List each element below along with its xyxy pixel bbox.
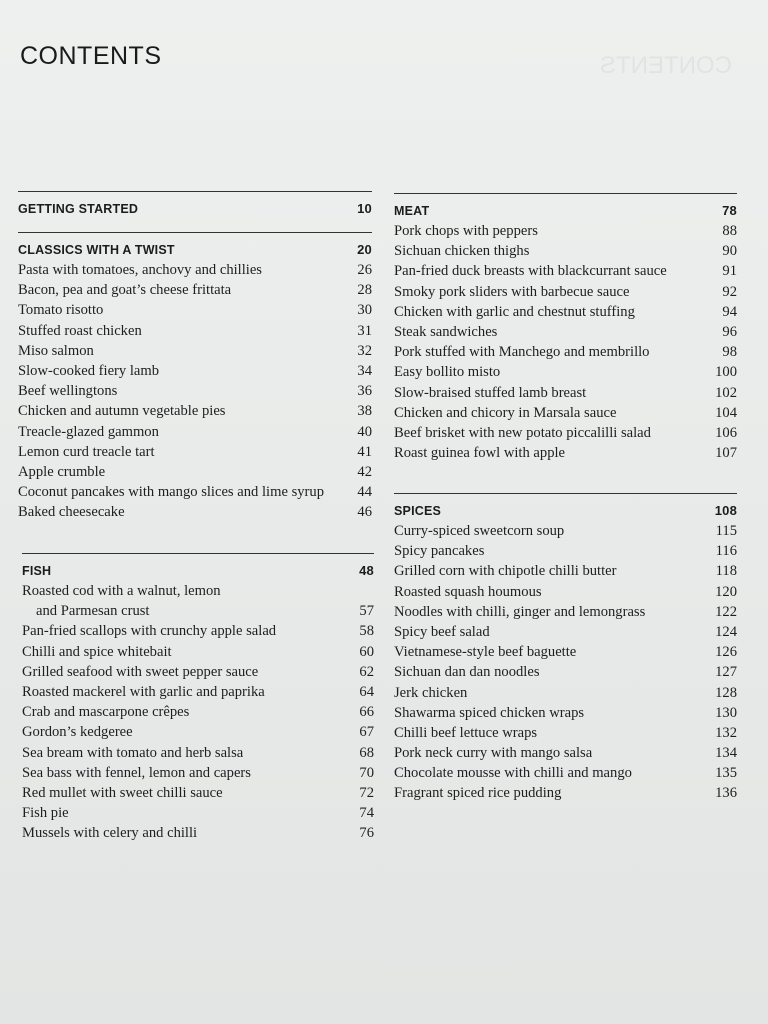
section-classics [18, 232, 372, 522]
entry-title: Pork stuffed with Manchego and membrillo [394, 344, 650, 361]
section-title: FISH [22, 564, 52, 578]
section-page-number: 78 [722, 203, 737, 218]
section-page-number: 48 [359, 563, 374, 578]
section-rule [22, 553, 374, 554]
entry-page-number: 128 [715, 684, 737, 701]
toc-entry[interactable] [394, 783, 737, 803]
entry-page-number: 34 [357, 362, 372, 379]
entry-page-number: 38 [357, 403, 372, 420]
section-rule [18, 232, 372, 233]
toc-entry[interactable] [18, 381, 372, 401]
entry-page-number: 62 [359, 663, 374, 680]
toc-entry[interactable] [22, 722, 374, 742]
entry-title: Chicken and autumn vegetable pies [18, 403, 226, 420]
entry-title: Grilled seafood with sweet pepper sauce [22, 663, 259, 680]
entry-page-number: 40 [357, 423, 372, 440]
entry-title: Slow-braised stuffed lamb breast [394, 384, 587, 401]
toc-entry[interactable] [22, 642, 374, 662]
entry-title: Curry-spiced sweetcorn soup [394, 523, 565, 539]
toc-entry[interactable] [394, 241, 737, 261]
toc-entry[interactable] [394, 302, 737, 322]
toc-entry[interactable] [18, 260, 372, 280]
entry-title: Sea bream with tomato and herb salsa [22, 744, 244, 761]
entry-page-number: 92 [722, 283, 737, 300]
toc-entry[interactable] [18, 482, 372, 502]
section-heading[interactable] [22, 561, 374, 581]
entry-title: Smoky pork sliders with barbecue sauce [394, 283, 630, 300]
entry-title: Easy bollito misto [394, 364, 501, 381]
section-heading[interactable] [18, 199, 372, 219]
entry-title: Lemon curd treacle tart [18, 443, 155, 460]
entry-page-number: 90 [722, 243, 737, 260]
entry-title: Pan-fried duck breasts with blackcurrant sauce [394, 263, 667, 280]
toc-entry[interactable] [394, 383, 737, 403]
entry-title: Apple crumble [18, 463, 106, 480]
entry-page-number: 41 [357, 443, 372, 460]
entry-title: Shawarma spiced chicken wraps [394, 704, 585, 721]
entry-page-number: 100 [715, 364, 737, 381]
entry-page-number: 70 [359, 764, 374, 781]
entry-page-number: 135 [715, 765, 737, 782]
section-rule [394, 493, 737, 494]
toc-entry[interactable] [18, 361, 372, 381]
section-title: GETTING STARTED [18, 202, 139, 216]
section-meat [394, 193, 737, 463]
toc-entry[interactable] [22, 581, 374, 621]
page-title: CONTENTS [20, 42, 162, 70]
toc-entry[interactable] [394, 282, 737, 302]
entry-title: Roasted cod with a walnut, lemon [22, 583, 221, 599]
entry-page-number: 126 [715, 644, 737, 661]
toc-entry[interactable] [18, 462, 372, 482]
show-through-title: CONTENTS [600, 52, 732, 79]
entry-title: Steak sandwiches [394, 323, 498, 340]
entry-title: Slow-cooked fiery lamb [18, 362, 160, 379]
entry-page-number: 31 [357, 322, 372, 339]
entry-title: Noodles with chilli, ginger and lemongrass [394, 603, 646, 620]
toc-entry[interactable] [394, 582, 737, 602]
entry-title-continued: and Parmesan crust [36, 603, 150, 620]
entry-page-number: 127 [715, 664, 737, 681]
toc-entry[interactable] [394, 261, 737, 281]
entry-page-number: 130 [715, 704, 737, 721]
entry-page-number: 132 [715, 724, 737, 741]
entry-page-number: 96 [722, 323, 737, 340]
entry-title: Mussels with celery and chilli [22, 825, 198, 842]
entry-page-number: 58 [359, 623, 374, 640]
toc-entry[interactable] [22, 823, 374, 843]
toc-entry[interactable] [18, 280, 372, 300]
entry-page-number: 116 [715, 543, 737, 560]
toc-entry[interactable] [394, 683, 737, 703]
entry-title: Red mullet with sweet chilli sauce [22, 784, 223, 801]
toc-entry[interactable] [18, 502, 372, 522]
section-page-number: 10 [357, 201, 372, 216]
section-spices [394, 493, 737, 804]
section-heading[interactable] [394, 201, 737, 221]
toc-entry[interactable] [394, 342, 737, 362]
entry-title: Crab and mascarpone crêpes [22, 704, 190, 721]
entry-page-number: 104 [715, 404, 737, 421]
toc-entry[interactable] [22, 702, 374, 722]
entry-title: Stuffed roast chicken [18, 322, 142, 339]
toc-entry[interactable] [394, 362, 737, 382]
entry-page-number: 102 [715, 384, 737, 401]
section-title: CLASSICS WITH A TWIST [18, 243, 175, 257]
toc-entry[interactable] [394, 541, 737, 561]
entry-title: Beef wellingtons [18, 383, 118, 400]
entry-page-number: 32 [357, 342, 372, 359]
entry-page-number: 57 [359, 603, 374, 620]
entry-title: Sichuan dan dan noodles [394, 664, 540, 681]
toc-entry[interactable] [394, 521, 737, 541]
entry-page-number: 66 [359, 704, 374, 721]
toc-entry[interactable] [394, 602, 737, 622]
entry-page-number: 36 [357, 383, 372, 400]
entry-title: Spicy beef salad [394, 623, 490, 640]
entry-title: Beef brisket with new potato piccalilli salad [394, 424, 651, 441]
entry-page-number: 124 [715, 623, 737, 640]
section-fish [22, 553, 374, 843]
entry-title: Chicken and chicory in Marsala sauce [394, 404, 617, 421]
section-page-number: 20 [357, 242, 372, 257]
section-page-number: 108 [714, 503, 737, 518]
toc-entry[interactable] [22, 682, 374, 702]
toc-entry[interactable] [394, 403, 737, 423]
entry-title: Treacle-glazed gammon [18, 423, 159, 440]
toc-entry[interactable] [394, 642, 737, 662]
toc-entry[interactable] [18, 401, 372, 421]
entry-page-number: 94 [722, 303, 737, 320]
entry-title: Chicken with garlic and chestnut stuffing [394, 303, 635, 320]
entry-page-number: 118 [715, 563, 737, 580]
entry-page-number: 98 [722, 344, 737, 361]
entry-title: Chilli and spice whitebait [22, 643, 172, 660]
entry-title: Grilled corn with chipotle chilli butter [394, 563, 617, 580]
entry-page-number: 30 [357, 302, 372, 319]
entry-title: Sea bass with fennel, lemon and capers [22, 764, 251, 781]
entry-title: Tomato risotto [18, 302, 104, 319]
entry-page-number: 120 [715, 583, 737, 600]
toc-entry[interactable] [18, 300, 372, 320]
entry-title: Chilli beef lettuce wraps [394, 724, 538, 741]
toc-entry[interactable] [394, 743, 737, 763]
entry-title: Pork chops with peppers [394, 223, 538, 239]
entry-title: Vietnamese-style beef baguette [394, 644, 577, 661]
section-rule [18, 191, 372, 192]
entry-title: Coconut pancakes with mango slices and lime syrup [18, 484, 324, 501]
entry-page-number: 26 [357, 262, 372, 278]
entry-page-number: 64 [359, 683, 374, 700]
section-heading[interactable] [18, 240, 372, 260]
entry-title: Fish pie [22, 805, 69, 822]
entry-title: Sichuan chicken thighs [394, 243, 530, 260]
toc-entry[interactable] [394, 561, 737, 581]
entry-page-number: 72 [359, 784, 374, 801]
toc-entry[interactable] [394, 763, 737, 783]
toc-entry[interactable] [18, 442, 372, 462]
toc-entry[interactable] [18, 321, 372, 341]
toc-entry[interactable] [22, 621, 374, 641]
entry-page-number: 28 [357, 282, 372, 299]
toc-entry[interactable] [22, 763, 374, 783]
entry-page-number: 107 [715, 445, 737, 462]
toc-entry[interactable] [22, 743, 374, 763]
section-getting-started [18, 191, 372, 219]
entry-title: Fragrant spiced rice pudding [394, 785, 562, 802]
toc-entry[interactable] [394, 662, 737, 682]
entry-page-number: 42 [357, 463, 372, 480]
section-title: SPICES [394, 504, 442, 518]
toc-entry[interactable] [394, 723, 737, 743]
section-rule [394, 193, 737, 194]
entry-title: Chocolate mousse with chilli and mango [394, 765, 632, 782]
entry-title: Roasted squash houmous [394, 583, 542, 600]
toc-entry[interactable] [394, 622, 737, 642]
toc-entry[interactable] [22, 783, 374, 803]
entry-page-number: 67 [359, 724, 374, 741]
toc-entry[interactable] [394, 423, 737, 443]
entry-page-number: 46 [357, 504, 372, 521]
entry-title: Jerk chicken [394, 684, 468, 701]
entry-page-number: 91 [722, 263, 737, 280]
entry-page-number: 136 [715, 785, 737, 802]
entry-page-number: 106 [715, 424, 737, 441]
entry-page-number: 60 [359, 643, 374, 660]
entry-title: Roasted mackerel with garlic and paprika [22, 683, 265, 700]
entry-page-number: 76 [359, 825, 374, 842]
entry-title: Gordon’s kedgeree [22, 724, 133, 741]
entry-page-number: 44 [357, 484, 372, 501]
entry-page-number: 115 [715, 523, 737, 539]
toc-entry[interactable] [22, 803, 374, 823]
entry-title: Roast guinea fowl with apple [394, 445, 566, 462]
entry-page-number: 134 [715, 745, 737, 762]
entry-title: Miso salmon [18, 342, 94, 359]
toc-entry[interactable] [394, 443, 737, 463]
toc-entry[interactable] [394, 322, 737, 342]
entry-page-number: 68 [359, 744, 374, 761]
entry-title: Baked cheesecake [18, 504, 125, 521]
toc-entry[interactable] [18, 422, 372, 442]
toc-entry[interactable] [394, 703, 737, 723]
entry-title: Pork neck curry with mango salsa [394, 745, 593, 762]
entry-page-number: 88 [722, 223, 737, 239]
toc-entry[interactable] [22, 662, 374, 682]
entry-title: Bacon, pea and goat’s cheese frittata [18, 282, 232, 299]
entry-title: Pasta with tomatoes, anchovy and chillies [18, 262, 262, 278]
section-heading[interactable] [394, 501, 737, 521]
entry-page-number: 122 [715, 603, 737, 620]
toc-entry[interactable] [394, 221, 737, 241]
entry-page-number: 74 [359, 805, 374, 822]
entry-title: Spicy pancakes [394, 543, 485, 560]
toc-entry[interactable] [18, 341, 372, 361]
section-title: MEAT [394, 204, 430, 218]
entry-title: Pan-fried scallops with crunchy apple salad [22, 623, 277, 640]
